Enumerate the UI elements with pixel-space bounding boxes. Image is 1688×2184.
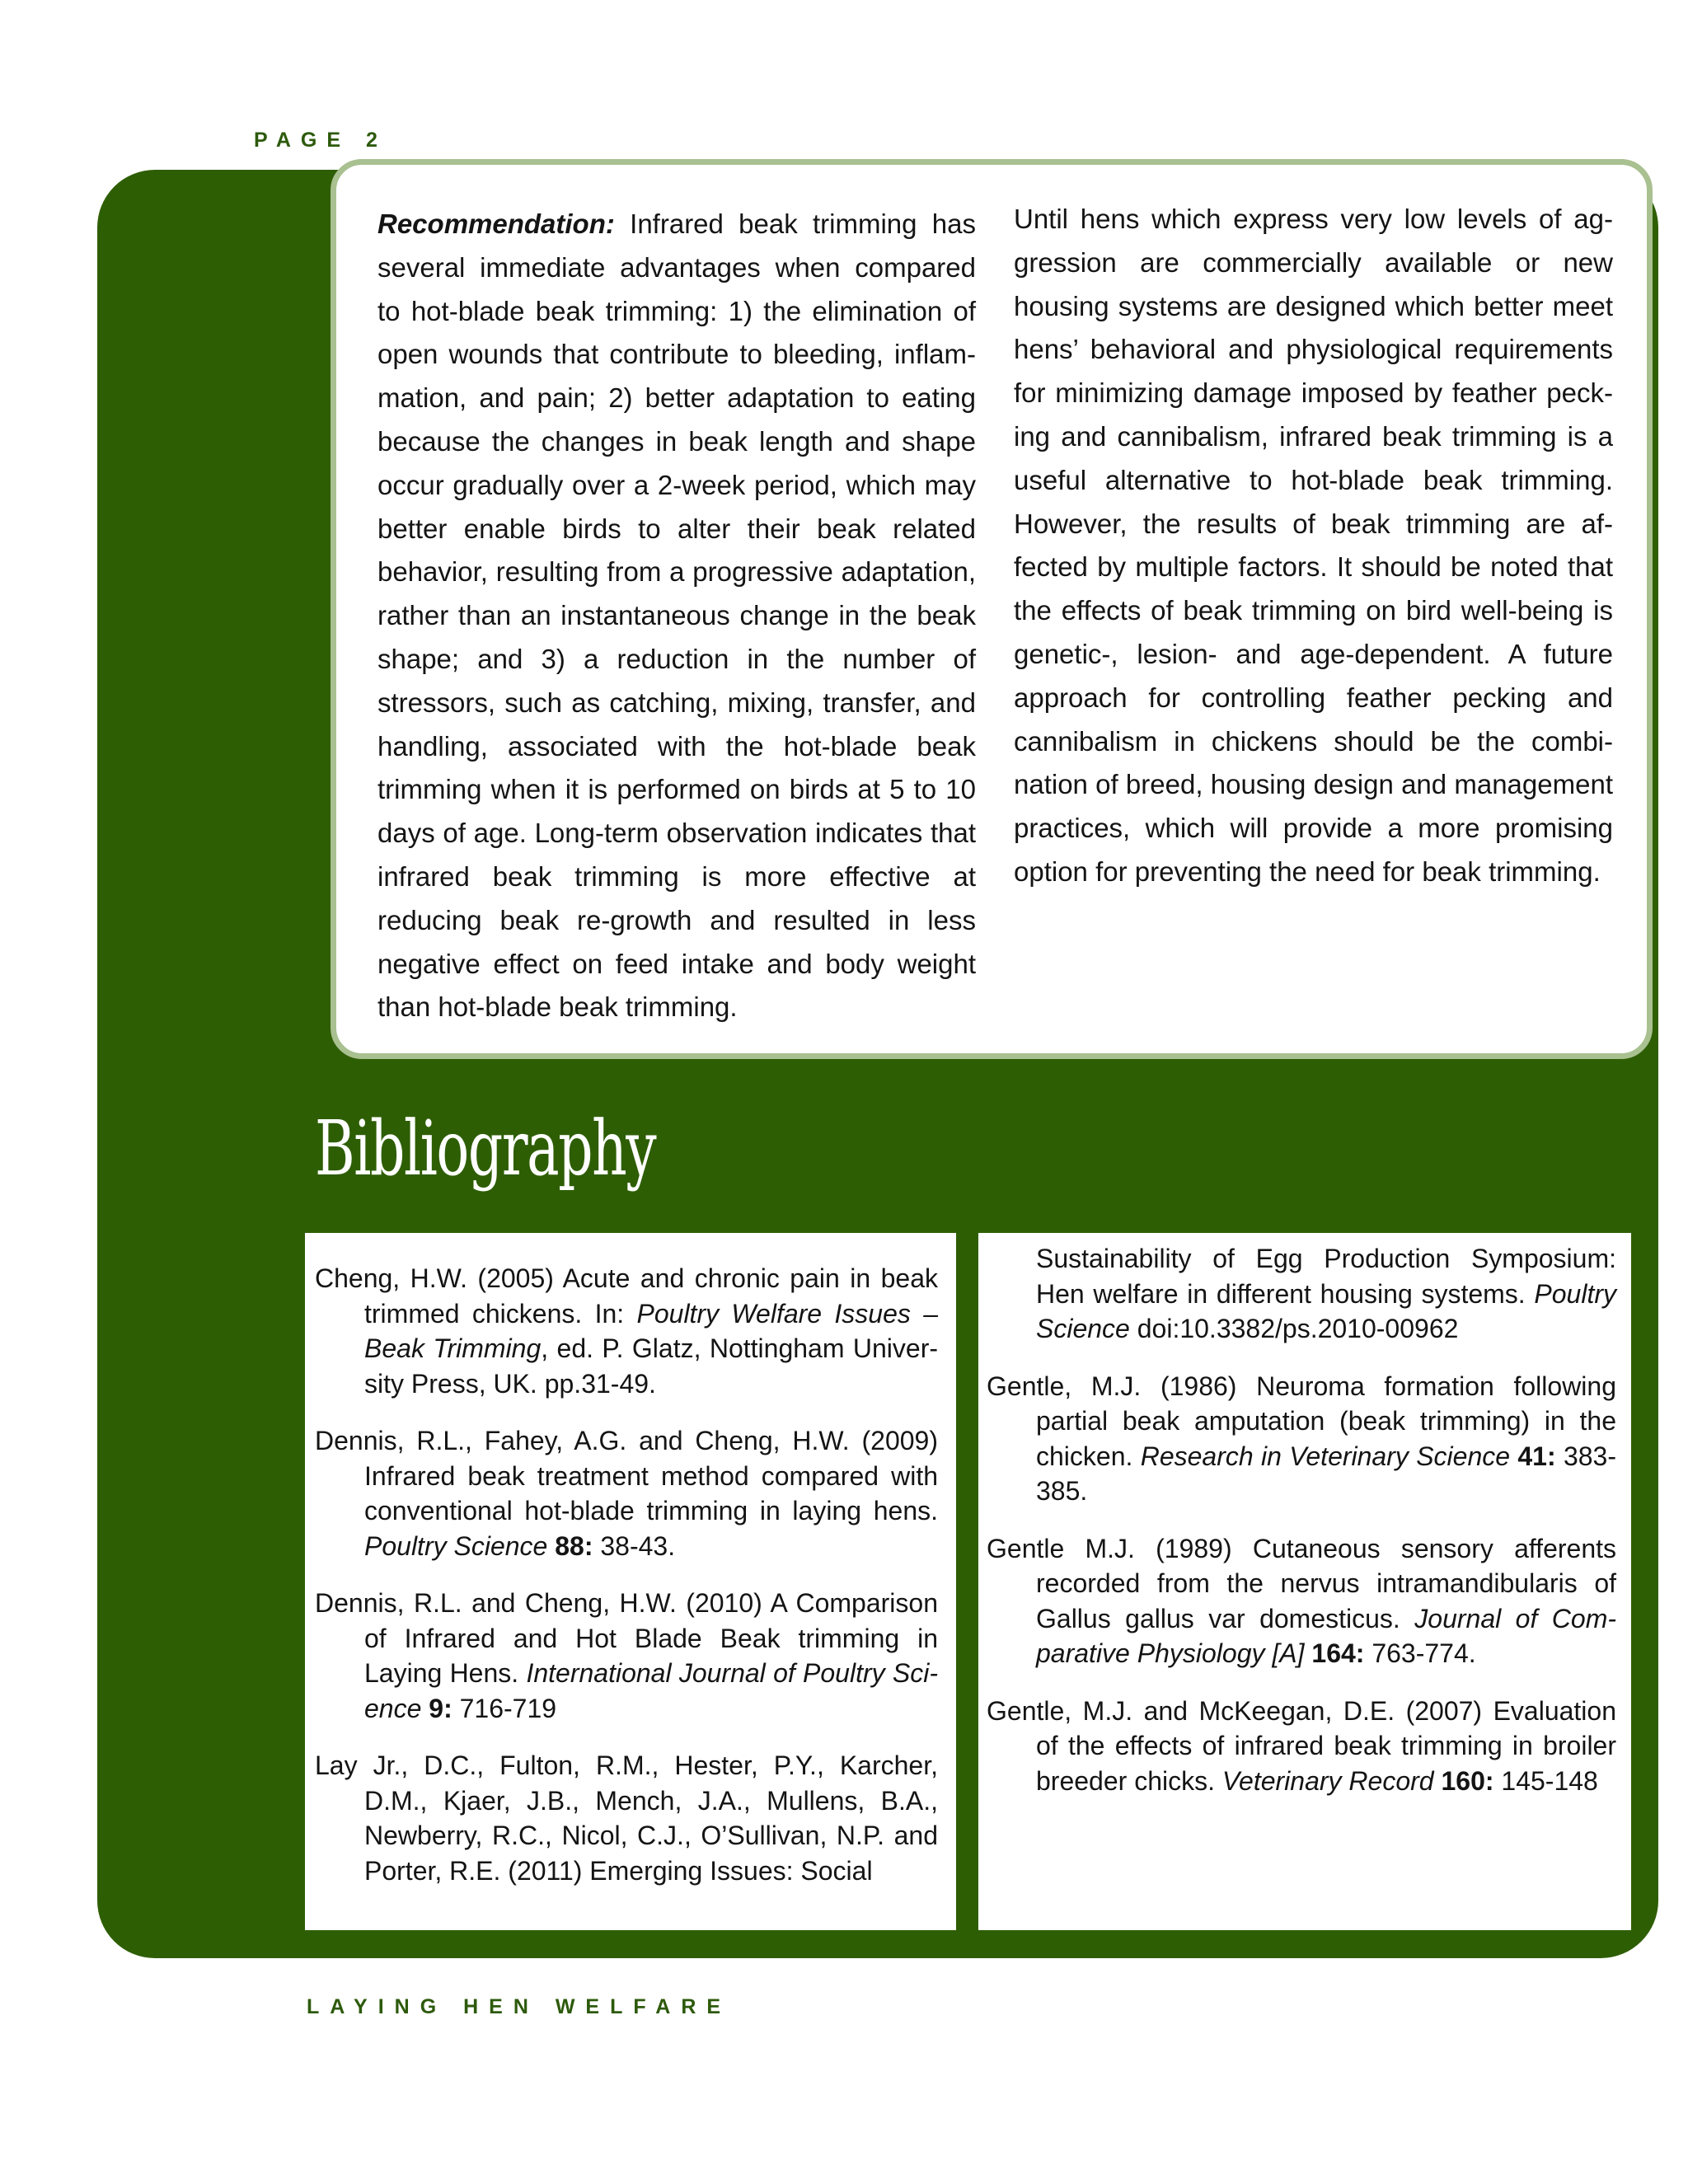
entry-journal: Veterinary Record	[1221, 1765, 1434, 1796]
entry-journal: Journal of Comparative Physiology [A]	[1036, 1603, 1617, 1668]
recommendation-lead: Recommendation:	[377, 209, 615, 239]
entry-text: Dennis, R.L. and Cheng, H.W. (2010) A Comparison of Infrared and Hot Blade Beak trimming in Laying Hens.	[315, 1588, 938, 1688]
entry-text: Cheng, H.W. (2005) Acute and chronic pain in beak trimmed chickens. In:	[315, 1263, 938, 1329]
bibliography-heading: Bibliography	[315, 1104, 656, 1193]
bibliography-entry-continued	[987, 1241, 1616, 1347]
entry-doi: doi:10.3382/ps.2010-00962	[1129, 1314, 1459, 1343]
entry-pages: 145-148	[1493, 1765, 1598, 1796]
bibliography-entry	[315, 1423, 938, 1563]
bibliography-entry	[315, 1748, 938, 1888]
entry-text: Sustainability of Egg Production Symposium: Hen welfare in different housing systems.	[1036, 1244, 1616, 1309]
footer-publication-title: LAYING HEN WELFARE	[307, 1995, 732, 2018]
bibliography-entry	[987, 1531, 1616, 1671]
recommendation-right-column	[1014, 198, 1613, 894]
entry-journal: Poultry Welfare Issues – Beak Trimming	[364, 1298, 939, 1363]
entry-text: Gentle, M.J. (1986) Neuroma formation following partial beak amputation (beak trimming) in the chicken.	[987, 1371, 1616, 1471]
entry-pages: 38-43.	[593, 1530, 676, 1561]
bibliography-entry	[987, 1369, 1616, 1509]
entry-text: Gentle M.J. (1989) Cutaneous sensory afferents recorded from the nervus intramandibularis of Gallus gallus var domesticus.	[987, 1533, 1616, 1633]
entry-volume: 41:	[1510, 1441, 1556, 1471]
page-number-label: PAGE 2	[254, 129, 387, 152]
entry-pages: , ed. P. Glatz, Nottingham University Press, UK. pp.31-49.	[364, 1333, 939, 1399]
entry-journal: International Journal of Poultry Science	[364, 1658, 938, 1723]
recommendation-box	[331, 159, 1653, 1059]
entry-volume: 88:	[547, 1530, 593, 1561]
entry-journal: Poultry Science	[364, 1530, 548, 1561]
recommendation-left-paragraph	[377, 203, 976, 1029]
bibliography-right-column	[978, 1233, 1631, 1930]
bibliography-entry	[315, 1586, 938, 1726]
entry-pages: 383-385.	[1036, 1441, 1617, 1506]
bibliography-left-column	[305, 1233, 956, 1930]
entry-text: Dennis, R.L., Fahey, A.G. and Cheng, H.W. (2009) Infrared beak treatment method compared with conventional hot-blade trimming in laying hens.	[315, 1426, 938, 1526]
recommendation-right-text: Until hens which express very low levels of aggression are commercially available or new housing systems are designed which better meet hens’ behavioral and physiological requirements for minimizing damage imposed by feather pecking and cannibalism, infrared beak trimming is a useful alternative to hot-blade beak trimming. However, the results of beak trimming are affected by multiple factors. It should be noted that the effects of beak trimming on bird well-being is genetic-, lesion- and age-dependent. A future approach for controlling feather pecking and cannibalism in chickens should be the combination of breed, housing design and management practices, which will provide a more promising option for preventing the need for beak trimming.	[1014, 204, 1613, 887]
entry-volume: 9:	[421, 1693, 452, 1723]
recommendation-left-text: Infrared beak trimming has several immediate advantages when compared to hot-blade beak trimming: 1) the elimination of open wounds that contribute to bleeding, inflammation, and pain; 2) better adaptation to eating because the changes in beak length and shape occur gradually over a 2-week period, which may better enable birds to alter their beak related behavior, resulting from a progressive adaptation, rather than an instantaneous change in the beak shape; and 3) a reduction in the number of stressors, such as catching, mixing, transfer, and handling, associated with the hot-blade beak trimming when it is performed on birds at 5 to 10 days of age. Long-term observation indicates that infrared beak trimming is more effective at reducing beak re-growth and resulted in less negative effect on feed intake and body weight than hot-blade beak trimming.	[377, 209, 976, 1023]
entry-volume: 160:	[1433, 1765, 1494, 1796]
entry-text: Lay Jr., D.C., Fulton, R.M., Hester, P.Y., Karcher, D.M., Kjaer, J.B., Mench, J.A., Mullens, B.A., Newberry, R.C., Nicol, C.J., O’Sullivan, N.P. and Porter, R.E. (2011) Emerging Issues: Social	[315, 1750, 938, 1886]
entry-journal: Research in Veterinary Science	[1140, 1441, 1511, 1471]
entry-pages: 763-774.	[1364, 1638, 1476, 1668]
recommendation-left-column	[377, 203, 976, 1029]
entry-journal: Poultry Science	[1036, 1278, 1616, 1343]
entry-volume: 164:	[1304, 1638, 1365, 1668]
bibliography-entry	[315, 1261, 938, 1401]
bibliography-entry	[987, 1694, 1616, 1799]
entry-pages: 716-719	[452, 1693, 557, 1723]
entry-text: Gentle, M.J. and McKeegan, D.E. (2007) Evaluation of the effects of infrared beak trimming in broiler breeder chicks.	[987, 1695, 1616, 1796]
